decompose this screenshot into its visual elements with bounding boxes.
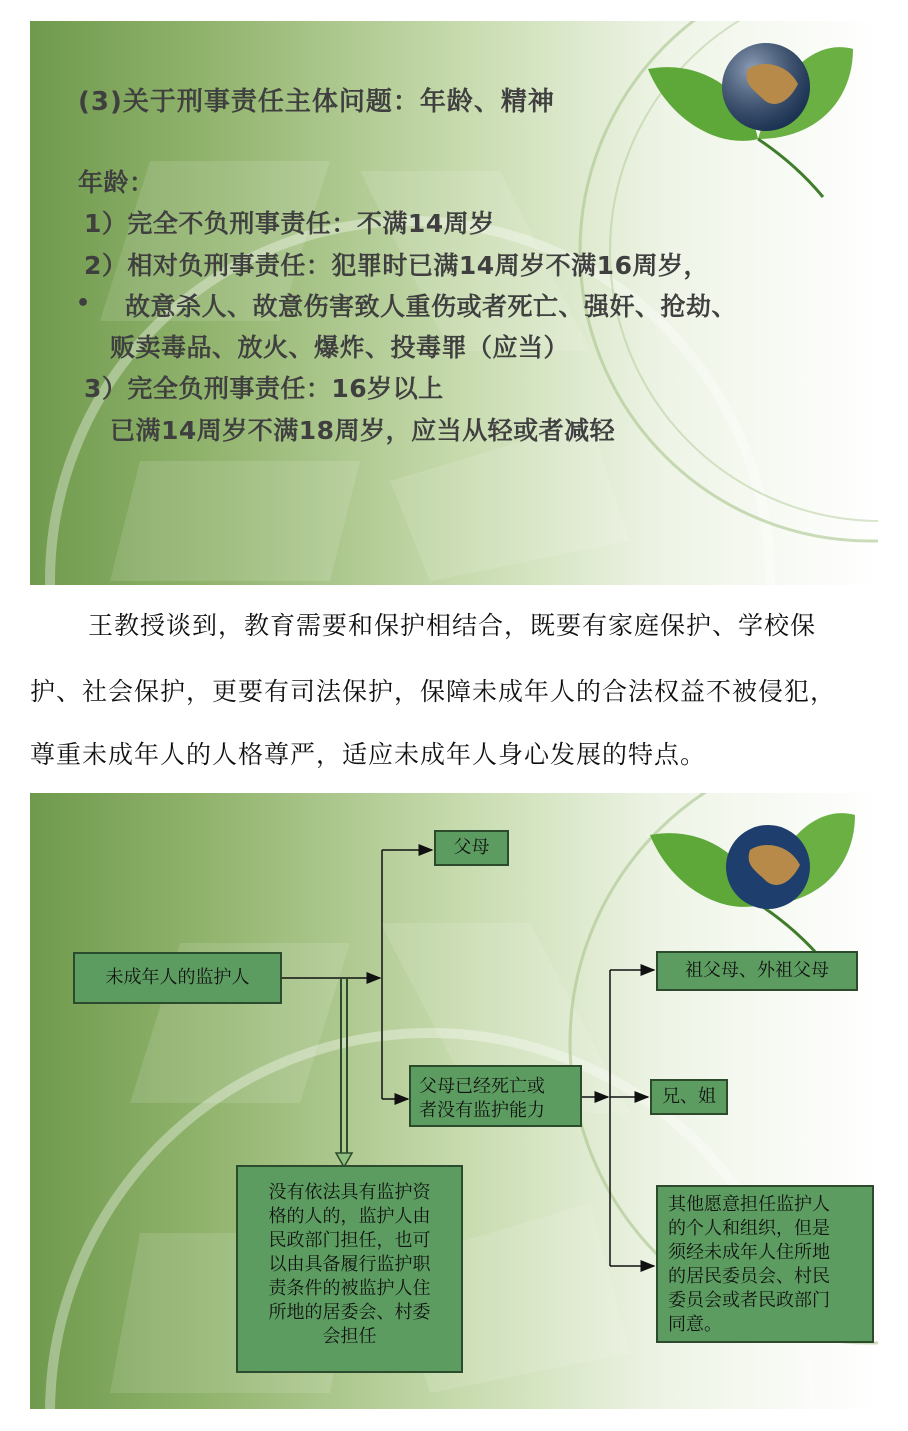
none-line-4: 以由具备履行监护职 xyxy=(268,1254,431,1275)
paragraph-line-2: 护、社会保护，更要有司法保护，保障未成年人的合法权益不被侵犯， xyxy=(30,677,837,706)
others-line-3: 须经未成年人住所地 xyxy=(668,1242,830,1263)
no-guardian-box xyxy=(236,1165,463,1373)
none-line-3: 民政部门担任，也可 xyxy=(268,1230,431,1251)
parents-unable-line-2: 者没有监护能力 xyxy=(419,1100,545,1121)
others-line-2: 的个人和组织，但是 xyxy=(668,1218,830,1239)
age-item-2: 2）相对负刑事责任：犯罪时已满14周岁不满16周岁， xyxy=(84,251,709,280)
slide-guardian-diagram xyxy=(30,793,878,1409)
guardian-root-box: 未成年人的监护人 xyxy=(73,952,282,1004)
none-line-7: 会担任 xyxy=(322,1326,377,1347)
age-label: 年龄： xyxy=(78,168,155,197)
globe-on-leaf-icon xyxy=(638,29,858,199)
grandparents-box: 祖父母、外祖父母 xyxy=(656,951,858,991)
paragraph-line-3: 尊重未成年人的人格尊严，适应未成年人身心发展的特点。 xyxy=(30,740,707,769)
parents-unable-box xyxy=(409,1065,582,1127)
parents-box: 父母 xyxy=(434,830,509,866)
other-guardians-box xyxy=(656,1185,874,1343)
none-line-5: 责条件的被监护人住 xyxy=(268,1278,431,1299)
others-line-1: 其他愿意担任监护人 xyxy=(668,1194,830,1215)
age-item-3-detail: 已满14周岁不满18周岁，应当从轻或者减轻 xyxy=(110,416,616,445)
none-line-1: 没有依法具有监护资 xyxy=(268,1182,431,1203)
bullet-icon: • xyxy=(76,291,91,316)
none-line-2: 格的人的，监护人由 xyxy=(268,1206,431,1227)
age-item-1: 1）完全不负刑事责任：不满14周岁 xyxy=(84,209,495,238)
none-line-6: 所地的居委会、村委 xyxy=(268,1302,431,1323)
others-line-4: 的居民委员会、村民 xyxy=(668,1266,830,1287)
age-item-2-detail-2: 贩卖毒品、放火、爆炸、投毒罪（应当） xyxy=(110,333,570,362)
others-line-6: 同意。 xyxy=(668,1314,722,1335)
others-line-5: 委员会或者民政部门 xyxy=(668,1290,830,1311)
age-item-2-detail-1: 故意杀人、故意伤害致人重伤或者死亡、强奸、抢劫、 xyxy=(125,292,738,321)
age-item-3: 3）完全负刑事责任：16岁以上 xyxy=(84,374,444,403)
paragraph-line-1: 王教授谈到，教育需要和保护相结合，既要有家庭保护、学校保 xyxy=(88,611,817,640)
slide-criminal-responsibility xyxy=(30,21,878,585)
siblings-box: 兄、姐 xyxy=(650,1079,728,1115)
slide-title: (3)关于刑事责任主体问题：年龄、精神 xyxy=(78,87,555,117)
parents-unable-line-1: 父母已经死亡或 xyxy=(419,1076,545,1097)
